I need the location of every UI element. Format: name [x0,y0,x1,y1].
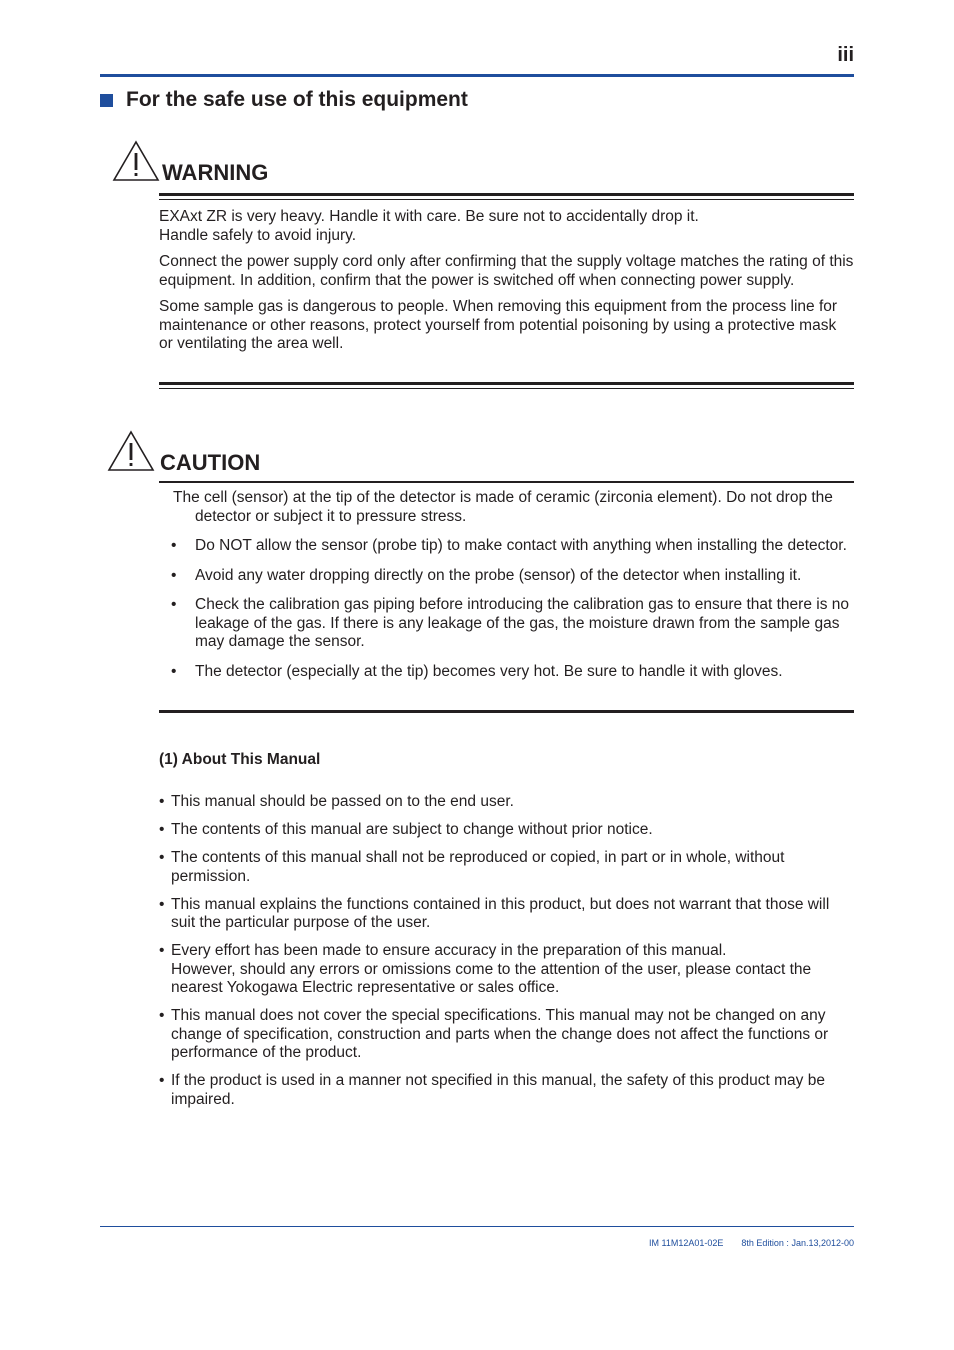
caution-item: • The detector (especially at the tip) becomes very hot. Be sure to handle it with gloves. [171,662,783,680]
warning-paragraph: Connect the power supply cord only after confirming that the supply voltage matches the rating of this equipment. In addition, confirm that the power is switched off when connecting power supply. [159,253,854,289]
bullet-icon: • [171,596,177,613]
about-manual-heading: (1) About This Manual [159,751,321,768]
footer [631,1238,854,1248]
list-item: • If the product is used in a manner not specified in this manual, the safety of this product may be impaired. [159,1072,825,1108]
about-manual-list [159,793,856,1119]
caution-body [159,489,854,692]
list-item: • This manual explains the functions contained in this product, but does not warrant that those will suit the particular purpose of the user. [159,895,830,931]
caution-item: • Check the calibration gas piping before introducing the calibration gas to ensure that there is no leakage of the gas. If there is any leakage of the gas, the moisture drawn from the sample gas may damage the sensor. [171,596,849,650]
warning-body [159,208,854,362]
caution-item: • Avoid any water dropping directly on the probe (sensor) of the detector when installing it. [171,566,802,584]
warning-top-rule [159,193,854,200]
caution-title: CAUTION [160,450,261,475]
caution-item: • Do NOT allow the sensor (probe tip) to make contact with anything when installing the detector. [171,537,847,554]
square-bullet-icon [100,94,113,107]
list-item: • The contents of this manual are subject to change without prior notice. [159,821,653,838]
doc-number: IM 11M12A01-02E [649,1238,724,1248]
bullet-icon: • [159,821,165,838]
bullet-icon: • [159,895,165,913]
bullet-icon: • [159,942,165,959]
list-item: • This manual does not cover the special specifications. This manual may not be changed on any change of specification, construction and parts when the change does not affect the functions or performance of the product. [159,1007,829,1061]
warning-title: WARNING [162,160,269,185]
section-title-text: For the safe use of this equipment [126,88,468,111]
bullet-icon: • [159,1072,165,1089]
list-item: • Every effort has been made to ensure accuracy in the preparation of this manual. However, should any errors or omissions come to the attention of the user, please contact the nearest Yokogawa Electric representative or sales office. [159,942,812,996]
caution-bottom-rule [159,710,854,713]
list-item: • The contents of this manual shall not be reproduced or copied, in part or in whole, without permission. [159,849,785,885]
bullet-icon: • [159,1007,165,1024]
caution-intro: The cell (sensor) at the tip of the detector is made of ceramic (zirconia element). Do not drop the detector or subject it to pressure stress. [173,489,833,525]
warning-paragraph: Handle safely to avoid injury. [159,226,357,244]
bullet-icon: • [159,793,165,810]
warning-bottom-rule [159,382,854,389]
section-title [100,88,468,112]
list-item: • This manual should be passed on to the end user. [159,793,514,810]
warning-triangle-icon [112,140,160,182]
list-item-continuation: However, should any errors or omissions come to the attention of the user, please contact the nearest Yokogawa Electric representative or sales office. [171,960,812,996]
warning-paragraph: Some sample gas is dangerous to people. When removing this equipment from the process line for maintenance or other reasons, protect yourself from potential poisoning by using a protective mask or ventilating the area well. [159,298,838,352]
edition-info: 8th Edition : Jan.13,2012-00 [741,1238,854,1248]
warning-paragraph: EXAxt ZR is very heavy. Handle it with care. Be sure not to accidentally drop it. [159,208,699,225]
caution-triangle-icon [107,430,155,472]
bullet-icon: • [171,566,177,584]
bullet-icon: • [171,537,177,554]
bullet-icon: • [159,849,165,866]
caution-top-rule [159,481,854,483]
footer-rule [100,1226,854,1227]
bullet-icon: • [171,662,177,680]
header-rule [100,74,854,77]
page-number: iii [837,44,854,66]
